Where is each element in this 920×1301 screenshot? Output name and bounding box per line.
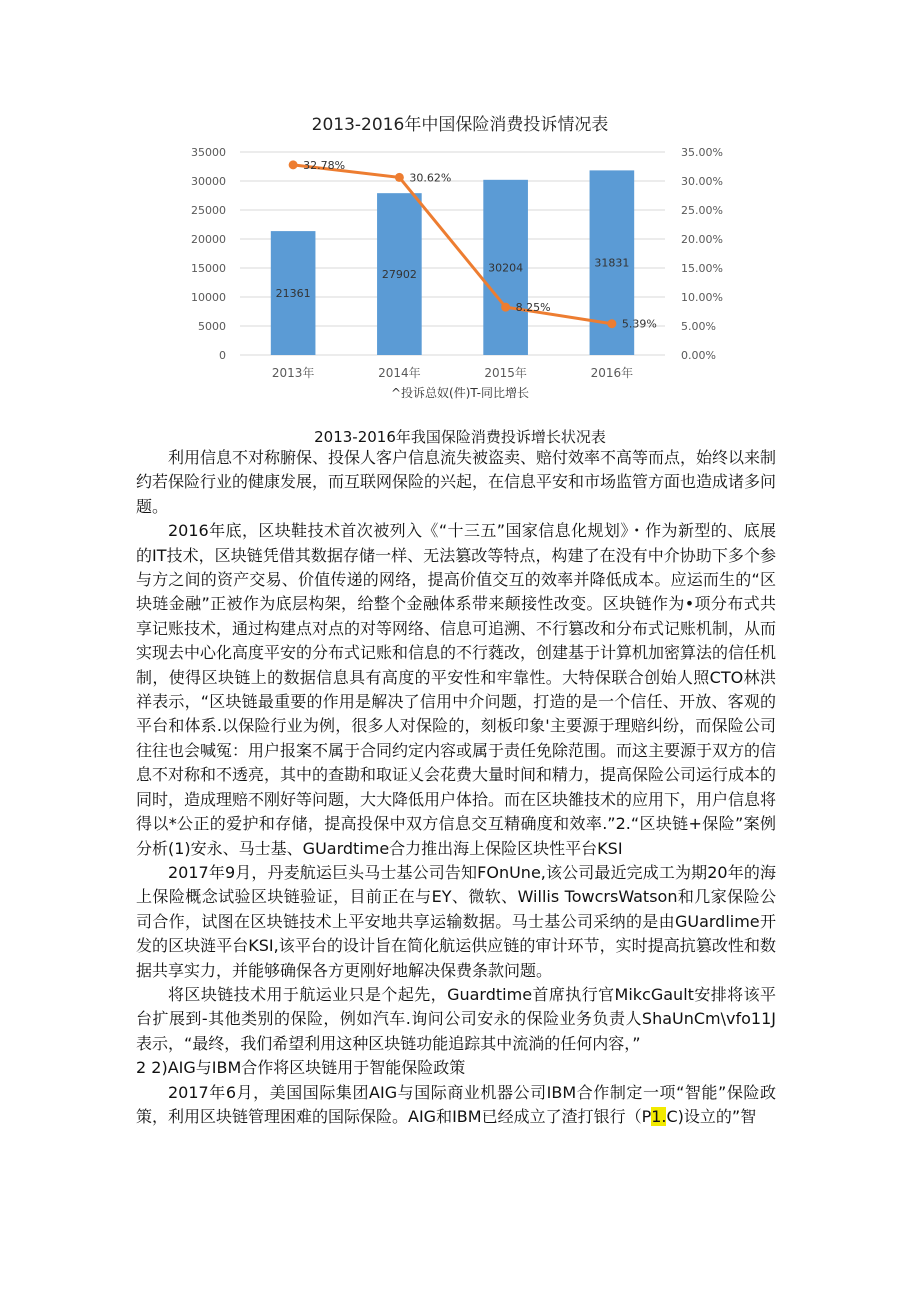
chart-legend: ^投诉总奴(件)T-同比增长 xyxy=(391,386,529,400)
y2-tick-label: 25.00% xyxy=(681,204,723,217)
y-tick-label: 30000 xyxy=(191,175,226,188)
x-tick-label: 2014年 xyxy=(378,366,421,380)
chart-canvas xyxy=(160,100,760,410)
y2-tick-label: 35.00% xyxy=(681,146,723,159)
chart-caption: 2013-2016年我国保险消费投诉增长状况表 xyxy=(314,428,606,446)
document-body xyxy=(136,446,776,1129)
bar-value-label: 30204 xyxy=(488,261,524,275)
paragraph-5-heading: 2 2)AIG与IBM合作将区块链用于智能保险政策 xyxy=(136,1058,466,1078)
y2-tick-label: 15.00% xyxy=(681,262,723,275)
paragraph-3: 2017年9月，丹麦航运巨头马士基公司告知FOnUne,该公司最近完成工为期20年的海上保险概念试验区块链验证，目前正在与EY、微软、Willis TowcrsWatson和几家保险公司合作，试图在区块链技术上平安地共享运输数据。马士基公司采纳的是由GUardlime开发的区块涟平台KSI,该平台的设计旨在简化航运供应链的审计环节，实时提高抗篡改性和数据共享实力，并能够确保各方更刚好地解决保费条款问题。 xyxy=(136,862,776,980)
paragraph-6 xyxy=(136,1081,776,1130)
y2-tick-label: 10.00% xyxy=(681,291,723,304)
growth-value-label: 5.39% xyxy=(621,317,657,331)
growth-value-label: 8.25% xyxy=(515,301,551,315)
growth-point xyxy=(607,319,616,328)
growth-value-label: 30.62% xyxy=(409,171,452,185)
y2-tick-label: 20.00% xyxy=(681,233,723,246)
paragraph-6-text-a: 2017年6月，美国国际集团AIG与国际商业机器公司IBM合作制定一项“智能”保险政策，利用区块链管理困难的国际保险。AIG和IBM已经成立了渣打银行（P xyxy=(136,1082,776,1126)
y2-tick-label: 0.00% xyxy=(681,349,716,362)
y-tick-label: 25000 xyxy=(191,204,226,217)
x-tick-label: 2016年 xyxy=(590,366,634,380)
y2-tick-label: 30.00% xyxy=(681,175,723,188)
growth-value-label: 32.78% xyxy=(303,158,346,172)
growth-point xyxy=(289,160,298,169)
paragraph-4: 将区块链技术用于航运业只是个起先，Guardtime首席执行官MikcGault安排将该平台扩展到-其他类别的保险，例如汽车.询问公司安永的保险业务负责人ShaUnCm\vfo11J表示，“最终，我们希望利用这种区块链功能追踪其中流淌的任何内容，” xyxy=(136,984,776,1053)
x-tick-label: 2013年 xyxy=(271,366,315,380)
highlighted-text: 1. xyxy=(651,1106,667,1126)
growth-point xyxy=(395,173,404,182)
growth-point xyxy=(501,303,510,312)
paragraph-2: 2016年底，区块鞋技术首次被列入《“十三五”国家信息化规划》・作为新型的、底展的IT技术，区块链凭借其数据存储一样、无法篡改等特点，构建了在没有中介协助下多个参与方之间的资产交易、价值传递的网络，提高价值交互的效率并降低成本。应运而生的“区块琏金融”正被作为底层构架，给整个金融体系带来颠接性改变。区块链作为•项分布式共享记账技术，通过构建点对点的对等网络、信息可追溯、不行篡改和分布式记账机制，从而实现去中心化高度平安的分布式记账和信息的不行蕤改，创建基于计算机加密算法的信任机制，使得区块链上的数据信息具有高度的平安性和牢靠性。大特保联合创始人照CTO林洪祥表示，“区块链最重要的作用是解决了信用中介问题，打造的是一个信任、开放、客观的平台和体系.以保险行业为例，很多人对保险的，刻板印象'主要源于理赔纠纷，而保险公司往往也会喊冤：用户报案不属于合同约定内容或属于责任免除范围。而这主要源于双方的信息不对称和不透亮，其中的查勘和取证乂会花费大量时间和精力，提高保险公司运行成本的同时，造成理赔不刚好等问题，大大降低用户体拾。而在区块雒技术的应用下，用户信息将得以*公正的爱护和存储，提高投保中双方信息交互精确度和效率.”2.“区块链+保险”案例分析(1)安永、马士基、GUardtime合力推出海上保险区块性平台KSI xyxy=(136,521,777,858)
paragraph-6-text-b: C)设立的”智 xyxy=(666,1106,757,1126)
y-tick-label: 5000 xyxy=(198,320,226,333)
x-tick-label: 2015年 xyxy=(484,366,527,380)
y-tick-label: 35000 xyxy=(191,146,226,159)
y-tick-label: 20000 xyxy=(191,233,226,246)
insurance-complaints-chart xyxy=(160,100,760,410)
y-tick-label: 0 xyxy=(219,349,226,362)
y2-tick-label: 5.00% xyxy=(681,320,716,333)
y-tick-label: 10000 xyxy=(191,291,226,304)
chart-title: 2013-2016年中国保险消费投诉情况表 xyxy=(311,115,609,135)
bar-value-label: 27902 xyxy=(381,268,417,282)
bar-value-label: 31831 xyxy=(594,256,630,270)
growth-line xyxy=(293,165,612,324)
bar-value-label: 21361 xyxy=(275,287,311,301)
y-tick-label: 15000 xyxy=(191,262,226,275)
paragraph-1: 利用信息不对称腑保、投保人客户信息流失被盗卖、赔付效率不高等而点，始终以来制约若保险行业的健康发展，而互联网保险的兴起，在信息平安和市场监管方面也造成诸多问题。 xyxy=(136,448,777,516)
